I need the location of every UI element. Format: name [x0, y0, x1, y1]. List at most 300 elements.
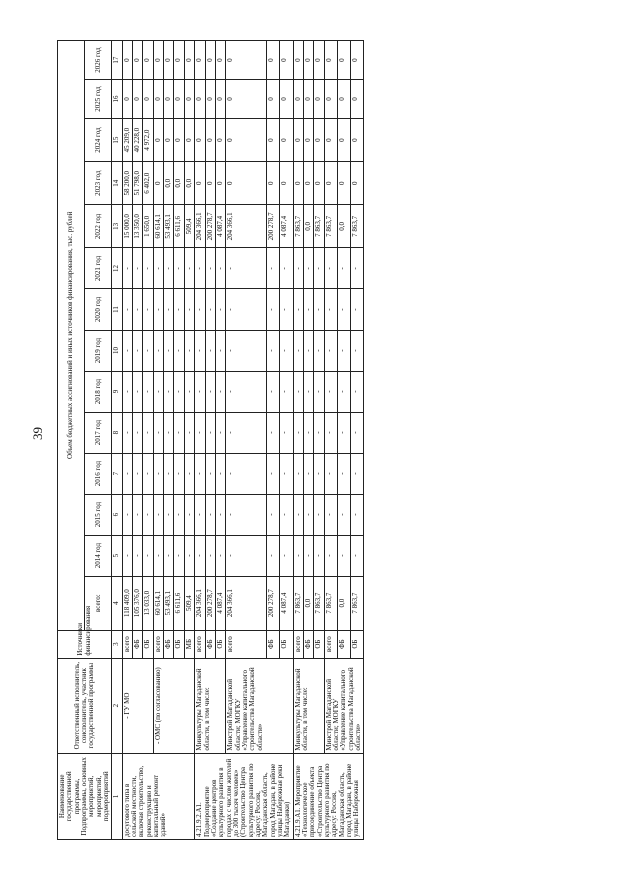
year-header: 2020 год: [85, 289, 112, 330]
column-index: 9: [112, 371, 122, 412]
column-index: 16: [112, 80, 122, 119]
year-value: 4 972,0: [143, 118, 153, 161]
year-value: -: [324, 494, 337, 535]
table-row: [153, 41, 163, 840]
year-value: -: [184, 494, 194, 535]
year-value: -: [267, 453, 280, 494]
year-value: -: [122, 412, 132, 453]
table-row: [324, 41, 337, 840]
year-value: -: [280, 412, 293, 453]
year-value: -: [351, 289, 364, 330]
year-value: 0: [174, 118, 184, 161]
year-value: 1 650,0: [143, 205, 153, 248]
year-value: 0: [267, 118, 280, 161]
year-value: 0: [184, 118, 194, 161]
year-value: 0: [153, 162, 163, 205]
year-value: -: [324, 371, 337, 412]
year-value: 0: [226, 41, 267, 80]
year-value: -: [351, 535, 364, 576]
year-value: 0: [195, 80, 205, 119]
year-value: -: [143, 371, 153, 412]
total-value: 6 611,6: [174, 576, 184, 630]
year-value: -: [337, 412, 350, 453]
year-value: 0: [324, 80, 337, 119]
year-value: 7 863,7: [293, 205, 303, 248]
year-header: 2024 год: [85, 118, 112, 161]
year-value: 200 278,7: [267, 205, 280, 248]
year-value: 0: [205, 162, 215, 205]
table-row: [122, 41, 132, 840]
total-value: 7 863,7: [314, 576, 324, 630]
year-value: -: [133, 289, 143, 330]
year-value: 58 200,0: [122, 162, 132, 205]
column-index: 12: [112, 248, 122, 289]
year-value: 0: [337, 118, 350, 161]
year-value: 0,0: [184, 162, 194, 205]
year-value: -: [215, 535, 225, 576]
year-value: 0: [303, 80, 313, 119]
year-value: -: [184, 453, 194, 494]
rotated-table-container: [57, 40, 622, 840]
total-value: 53 493,1: [164, 576, 174, 630]
responsible-executor: Минстрой Магаданской области; МОГКУ «Управление капитального строительства Магаданской области»: [324, 658, 364, 753]
year-value: 0: [314, 162, 324, 205]
year-value: -: [164, 453, 174, 494]
column-index: 2: [112, 658, 122, 753]
year-value: -: [337, 248, 350, 289]
column-index: 14: [112, 162, 122, 205]
funding-source: ФБ: [267, 630, 280, 658]
responsible-executor: - ОМС (по согласованию): [153, 658, 194, 753]
year-value: 0: [153, 80, 163, 119]
funding-source: всего: [324, 630, 337, 658]
responsible-executor: - ГУ МО: [122, 658, 153, 753]
responsible-executor: Минстрой Магаданской области; МОГКУ «Управление капитального строительства Магаданской области»: [226, 658, 293, 753]
year-value: 13 350,0: [133, 205, 143, 248]
total-value: 60 614,1: [153, 576, 163, 630]
year-value: -: [153, 453, 163, 494]
year-value: -: [122, 289, 132, 330]
header-row-caption: [58, 41, 85, 840]
year-value: -: [195, 248, 205, 289]
year-value: 0: [133, 80, 143, 119]
year-header: 2016 год: [85, 453, 112, 494]
year-value: -: [133, 371, 143, 412]
column-index: 15: [112, 118, 122, 161]
year-value: -: [215, 248, 225, 289]
year-value: 0,0: [337, 205, 350, 248]
funding-source: ОБ: [351, 630, 364, 658]
year-value: -: [324, 453, 337, 494]
column-index: 5: [112, 535, 122, 576]
year-value: -: [195, 494, 205, 535]
year-value: -: [133, 494, 143, 535]
year-value: 0: [314, 80, 324, 119]
year-value: 0: [133, 41, 143, 80]
year-value: -: [280, 494, 293, 535]
table-body: [122, 41, 364, 840]
year-value: -: [226, 453, 267, 494]
year-value: -: [143, 330, 153, 371]
year-value: 0: [122, 80, 132, 119]
year-value: -: [153, 494, 163, 535]
year-value: -: [267, 412, 280, 453]
funding-source: всего: [153, 630, 163, 658]
total-value: 509,4: [184, 576, 194, 630]
year-value: -: [293, 494, 303, 535]
year-value: -: [280, 289, 293, 330]
year-value: 0: [303, 41, 313, 80]
year-value: -: [164, 412, 174, 453]
year-value: 0: [293, 80, 303, 119]
year-value: -: [174, 248, 184, 289]
year-value: -: [164, 535, 174, 576]
year-value: -: [293, 453, 303, 494]
year-header: 2018 год: [85, 371, 112, 412]
total-value: 105 376,0: [133, 576, 143, 630]
year-header: 2022 год: [85, 205, 112, 248]
year-value: 0: [226, 80, 267, 119]
year-value: -: [351, 330, 364, 371]
responsible-executor: Минкультуры Магаданской области, в том числе:: [293, 658, 324, 753]
total-value: 200 278,7: [205, 576, 215, 630]
year-value: -: [164, 289, 174, 330]
column-index: 17: [112, 41, 122, 80]
year-value: 0: [314, 41, 324, 80]
year-value: -: [153, 535, 163, 576]
year-value: 40 228,0: [133, 118, 143, 161]
year-value: 51 798,0: [133, 162, 143, 205]
year-value: -: [337, 453, 350, 494]
column-index: 7: [112, 453, 122, 494]
year-value: 53 493,1: [164, 205, 174, 248]
total-value: 204 366,1: [195, 576, 205, 630]
year-value: -: [174, 330, 184, 371]
year-value: -: [153, 248, 163, 289]
year-value: 509,4: [184, 205, 194, 248]
year-value: -: [153, 289, 163, 330]
year-header: 2023 год: [85, 162, 112, 205]
year-value: -: [314, 248, 324, 289]
year-value: -: [143, 289, 153, 330]
year-value: -: [153, 330, 163, 371]
year-value: 0: [184, 41, 194, 80]
year-value: -: [314, 453, 324, 494]
year-value: 45 209,0: [122, 118, 132, 161]
year-value: 6 611,6: [174, 205, 184, 248]
year-value: -: [324, 412, 337, 453]
year-value: -: [267, 494, 280, 535]
year-value: 0: [122, 41, 132, 80]
table-row: [226, 41, 267, 840]
funding-source: ОБ: [143, 630, 153, 658]
col-src-header: Источники финансирования: [58, 630, 112, 658]
funding-source: ОБ: [314, 630, 324, 658]
year-header: 2025 год: [85, 80, 112, 119]
year-value: 0: [195, 162, 205, 205]
year-value: -: [205, 248, 215, 289]
year-value: -: [184, 330, 194, 371]
total-value: 0,0: [337, 576, 350, 630]
year-value: -: [195, 453, 205, 494]
year-value: -: [226, 412, 267, 453]
year-value: -: [195, 412, 205, 453]
year-value: -: [174, 412, 184, 453]
funding-table: [57, 40, 364, 840]
year-value: -: [174, 371, 184, 412]
year-value: -: [174, 494, 184, 535]
year-value: -: [280, 371, 293, 412]
funding-source: ОБ: [215, 630, 225, 658]
column-index: 4: [112, 576, 122, 630]
funding-source: ФБ: [337, 630, 350, 658]
year-value: -: [226, 371, 267, 412]
year-value: 0: [293, 41, 303, 80]
year-value: 0: [143, 80, 153, 119]
year-value: -: [133, 330, 143, 371]
year-value: -: [267, 248, 280, 289]
year-value: 0: [267, 80, 280, 119]
year-value: 0: [293, 162, 303, 205]
year-value: -: [314, 289, 324, 330]
total-value: 200 278,7: [267, 576, 280, 630]
total-value: 7 863,7: [324, 576, 337, 630]
year-value: 0: [324, 118, 337, 161]
year-value: -: [280, 248, 293, 289]
year-value: 0: [324, 41, 337, 80]
year-value: 0: [205, 118, 215, 161]
year-value: 0: [226, 118, 267, 161]
year-value: 4 087,4: [215, 205, 225, 248]
funding-source: МБ: [184, 630, 194, 658]
year-value: -: [303, 371, 313, 412]
year-value: 0: [351, 80, 364, 119]
year-value: 0: [351, 118, 364, 161]
funding-source: всего: [293, 630, 303, 658]
total-value: 204 366,1: [226, 576, 267, 630]
year-value: -: [351, 248, 364, 289]
total-value: 7 863,7: [351, 576, 364, 630]
year-value: -: [153, 412, 163, 453]
year-value: 0: [337, 80, 350, 119]
year-value: -: [303, 412, 313, 453]
year-value: 7 863,7: [351, 205, 364, 248]
year-value: -: [303, 289, 313, 330]
year-value: -: [143, 248, 153, 289]
year-header: 2019 год: [85, 330, 112, 371]
total-value: 4 087,4: [215, 576, 225, 630]
year-value: 204 366,1: [226, 205, 267, 248]
year-value: -: [205, 412, 215, 453]
year-value: -: [324, 330, 337, 371]
year-value: -: [293, 248, 303, 289]
table-row: [195, 41, 205, 840]
year-value: -: [280, 453, 293, 494]
year-value: -: [215, 371, 225, 412]
year-value: 4 087,4: [280, 205, 293, 248]
funding-source: ОБ: [174, 630, 184, 658]
year-value: 0: [174, 80, 184, 119]
year-value: -: [133, 412, 143, 453]
funding-source: ФБ: [303, 630, 313, 658]
year-value: -: [174, 289, 184, 330]
year-value: -: [324, 535, 337, 576]
year-value: -: [314, 494, 324, 535]
year-value: -: [226, 289, 267, 330]
total-value: 118 409,0: [122, 576, 132, 630]
year-value: -: [293, 289, 303, 330]
year-value: -: [293, 412, 303, 453]
year-value: -: [351, 412, 364, 453]
year-value: -: [174, 453, 184, 494]
year-value: 7 863,7: [314, 205, 324, 248]
year-value: -: [226, 535, 267, 576]
year-value: -: [215, 412, 225, 453]
year-value: 15 000,0: [122, 205, 132, 248]
year-value: 0: [153, 118, 163, 161]
year-value: 0: [280, 41, 293, 80]
year-value: 0: [280, 162, 293, 205]
year-value: -: [164, 371, 174, 412]
total-value: 0,0: [303, 576, 313, 630]
year-value: 0: [215, 80, 225, 119]
table-row: [293, 41, 303, 840]
year-value: 0: [314, 118, 324, 161]
year-value: 0: [215, 162, 225, 205]
year-value: -: [215, 494, 225, 535]
year-value: -: [337, 494, 350, 535]
year-value: -: [205, 371, 215, 412]
year-value: -: [314, 330, 324, 371]
year-value: 0: [337, 41, 350, 80]
year-value: 0,0: [164, 162, 174, 205]
year-value: -: [205, 330, 215, 371]
year-value: 0: [164, 41, 174, 80]
year-value: -: [143, 453, 153, 494]
year-value: 0: [267, 41, 280, 80]
year-value: -: [303, 248, 313, 289]
funding-source: ОБ: [280, 630, 293, 658]
year-value: -: [324, 248, 337, 289]
year-value: -: [133, 248, 143, 289]
year-value: 0,0: [303, 205, 313, 248]
year-value: -: [122, 535, 132, 576]
year-value: -: [337, 289, 350, 330]
year-value: 0: [184, 80, 194, 119]
year-value: -: [122, 371, 132, 412]
year-value: -: [226, 330, 267, 371]
col-total-header: всего:: [85, 576, 112, 630]
funding-source: всего: [226, 630, 267, 658]
year-value: -: [337, 330, 350, 371]
year-value: 0: [215, 41, 225, 80]
year-value: -: [337, 535, 350, 576]
year-value: 0: [205, 80, 215, 119]
year-value: 0: [164, 118, 174, 161]
year-value: 204 366,1: [195, 205, 205, 248]
funding-source: ФБ: [205, 630, 215, 658]
year-value: -: [195, 330, 205, 371]
year-value: -: [195, 371, 205, 412]
year-value: -: [174, 535, 184, 576]
activity-name: досугового типа в сельской местности, включая строительство, реконструкцию и капитальный ремонт зданий»: [122, 753, 194, 839]
funding-source: ФБ: [164, 630, 174, 658]
year-value: 0: [280, 80, 293, 119]
year-value: -: [184, 535, 194, 576]
year-value: -: [184, 289, 194, 330]
year-value: -: [303, 494, 313, 535]
year-header: 2014 год: [85, 535, 112, 576]
year-value: -: [293, 535, 303, 576]
year-value: -: [280, 330, 293, 371]
year-value: -: [267, 289, 280, 330]
year-value: -: [215, 453, 225, 494]
total-value: 4 087,4: [280, 576, 293, 630]
year-value: 0: [324, 162, 337, 205]
year-value: -: [122, 494, 132, 535]
year-value: -: [122, 248, 132, 289]
year-value: 0: [174, 41, 184, 80]
year-value: 0: [280, 118, 293, 161]
year-value: -: [293, 330, 303, 371]
year-value: -: [122, 330, 132, 371]
year-value: 0: [351, 41, 364, 80]
year-value: 60 614,1: [153, 205, 163, 248]
year-value: -: [314, 535, 324, 576]
year-value: -: [164, 494, 174, 535]
year-value: -: [184, 412, 194, 453]
year-value: -: [215, 330, 225, 371]
year-value: -: [184, 371, 194, 412]
year-value: 0: [153, 41, 163, 80]
year-value: -: [143, 535, 153, 576]
year-value: -: [143, 494, 153, 535]
col-resp-header: Ответственный исполнитель, соисполнитель, участник государственной программы: [58, 658, 112, 753]
page-number: 39: [30, 427, 45, 440]
year-value: -: [122, 453, 132, 494]
year-value: 0: [351, 162, 364, 205]
column-index: 10: [112, 330, 122, 371]
total-value: 13 033,0: [143, 576, 153, 630]
year-value: -: [267, 535, 280, 576]
year-value: -: [205, 289, 215, 330]
year-value: -: [164, 330, 174, 371]
funding-source: всего: [195, 630, 205, 658]
year-value: -: [215, 289, 225, 330]
year-value: -: [205, 535, 215, 576]
year-value: -: [337, 371, 350, 412]
year-value: 0: [337, 162, 350, 205]
funding-source: ФБ: [133, 630, 143, 658]
year-value: -: [133, 535, 143, 576]
year-value: -: [351, 494, 364, 535]
year-value: 0: [215, 118, 225, 161]
funding-caption: Объем бюджетных ассигнований и иных источников финансирования, тыс. рублей: [58, 41, 85, 631]
year-value: -: [280, 535, 293, 576]
year-value: -: [314, 371, 324, 412]
year-value: 0: [303, 118, 313, 161]
activity-name: 4.21.9.2.А1. Подмероприятие «Создание центров культурного развития в городах с числом жителей до 300 тысяч человек» (Строительство Центра культурного развития по адресу: Россия, Магаданская область, город Магадан, в районе улицы Набережная реки Магаданки): [195, 753, 293, 839]
year-value: -: [195, 289, 205, 330]
year-value: -: [143, 412, 153, 453]
year-value: -: [303, 535, 313, 576]
column-index: 13: [112, 205, 122, 248]
year-header: 2026 год: [85, 41, 112, 80]
col-name-header: Наименование государственной программы, Подпрограммы, основных мероприятий, мероприятий, подмероприятий: [58, 753, 112, 839]
year-value: 0: [293, 118, 303, 161]
activity-name: 4.21.9.А1. Мероприятие «Технологическое присоединение объекта «Строительство Центра культурного развития по адресу: Россия, Магаданская область, город Магадан, в районе улицы Набережная: [293, 753, 364, 839]
year-value: -: [205, 453, 215, 494]
